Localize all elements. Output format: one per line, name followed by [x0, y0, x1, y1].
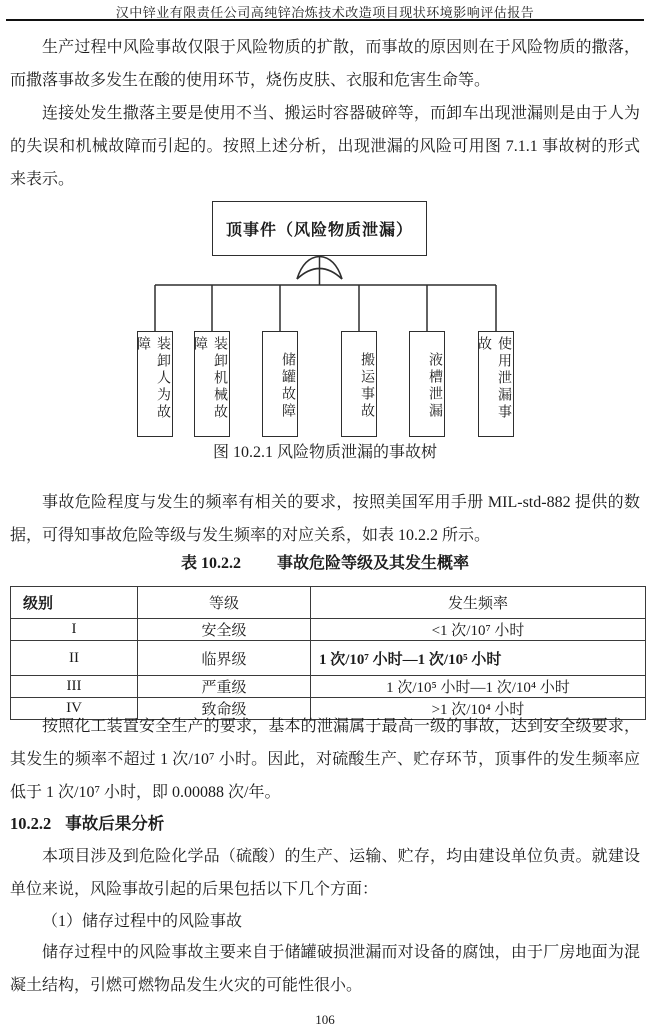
- section-heading: [10, 810, 640, 838]
- branch-lines: [155, 285, 496, 331]
- cell-level: III: [11, 676, 138, 698]
- cell-grade: 致命级: [138, 698, 311, 720]
- page-header-title: 汉中锌业有限责任公司高纯锌冶炼技术改造项目现状环境影响评估报告: [115, 5, 535, 20]
- basic-event-box-usage-leak: 使用泄漏事故: [478, 331, 514, 437]
- paragraph-leak-cause: 连接处发生撒落主要是使用不当、搬运时容器破碎等，而卸车出现泄漏则是由于人为的失误和机械故障而引起的。按照上述分析，出现泄漏的风险可用图 7.1.1 事故树的形式来表示。: [10, 105, 640, 188]
- basic-event-box-transport-accident: 搬运事故: [341, 331, 377, 437]
- table-row-level-3: [11, 676, 646, 698]
- basic-event-box-loading-human: 装卸人为故障: [137, 331, 173, 437]
- cell-level: I: [11, 619, 138, 641]
- cell-grade: 临界级: [138, 641, 311, 676]
- cell-frequency: 1 次/10⁷ 小时—1 次/10⁵ 小时: [311, 641, 646, 676]
- paragraph-risk-spill: 生产过程中风险事故仅限于风险物质的扩散，而事故的原因则在于风险物质的撒落，而撒落事故多发生在酸的使用环节，烧伤皮肤、衣服和危害生命等。: [10, 39, 640, 89]
- top-event-box: 顶事件（风险物质泄漏）: [212, 201, 427, 256]
- table-row-level-2: [11, 641, 646, 676]
- table-header-frequency: 发生频率: [311, 587, 646, 619]
- paragraph-storage-risk-detail: 储存过程中的风险事故主要来自于储罐破损泄漏而对设备的腐蚀，由于厂房地面为混凝土结构，引燃可燃物品发生火灾的可能性很小。: [10, 944, 640, 994]
- cell-frequency: <1 次/10⁷ 小时: [311, 619, 646, 641]
- section-title: 事故后果分析: [65, 814, 165, 833]
- cell-frequency: >1 次/10⁴ 小时: [311, 698, 646, 720]
- table-header-row: [11, 587, 646, 619]
- table-caption-label: 表 10.2.2: [180, 555, 241, 572]
- risk-level-table: [10, 586, 646, 720]
- cell-level: IV: [11, 698, 138, 720]
- section-number: 10.2.2: [10, 814, 52, 833]
- table-header-grade: 等级: [138, 587, 311, 619]
- cell-level: II: [11, 641, 138, 676]
- table-caption-title: 事故危险等级及其发生概率: [277, 555, 470, 572]
- paragraph-consequence-intro: 本项目涉及到危险化学品（硫酸）的生产、运输、贮存，均由建设单位负责。就建设单位来说，风险事故引起的后果包括以下几个方面：: [10, 848, 640, 898]
- paragraph-mil-std: 事故危险程度与发生的频率有相关的要求，按照美国军用手册 MIL-std-882 提供的数据，可得知事故危险等级与发生频率的对应关系，如表 10.2.2 所示。: [10, 494, 640, 544]
- header-rule: [6, 19, 644, 21]
- page-number: 106: [315, 1012, 335, 1027]
- list-item-storage-risk: （1）储存过程中的风险事故: [42, 913, 243, 930]
- fault-tree-diagram: [0, 195, 650, 480]
- cell-frequency: 1 次/10⁵ 小时—1 次/10⁴ 小时: [311, 676, 646, 698]
- figure-caption: 图 10.2.1 风险物质泄漏的事故树: [212, 444, 437, 461]
- paragraph-frequency-requirement: 按照化工装置安全生产的要求，基本的泄漏属于最高一级的事故，达到安全级要求，其发生的频率不超过 1 次/10⁷ 小时。因此，对硫酸生产、贮存环节，顶事件的发生频率应低于 1 次/10⁷ 小时，即 0.00088 次/年。: [10, 718, 640, 801]
- cell-grade: 严重级: [138, 676, 311, 698]
- cell-grade: 安全级: [138, 619, 311, 641]
- table-caption: [10, 553, 640, 575]
- basic-event-box-tank-failure: 储罐故障: [262, 331, 298, 437]
- basic-event-box-loading-mechanical: 装卸机械故障: [194, 331, 230, 437]
- table-row-level-1: [11, 619, 646, 641]
- basic-event-box-tank-leak: 液槽泄漏: [409, 331, 445, 437]
- table-header-level: 级别: [11, 587, 138, 619]
